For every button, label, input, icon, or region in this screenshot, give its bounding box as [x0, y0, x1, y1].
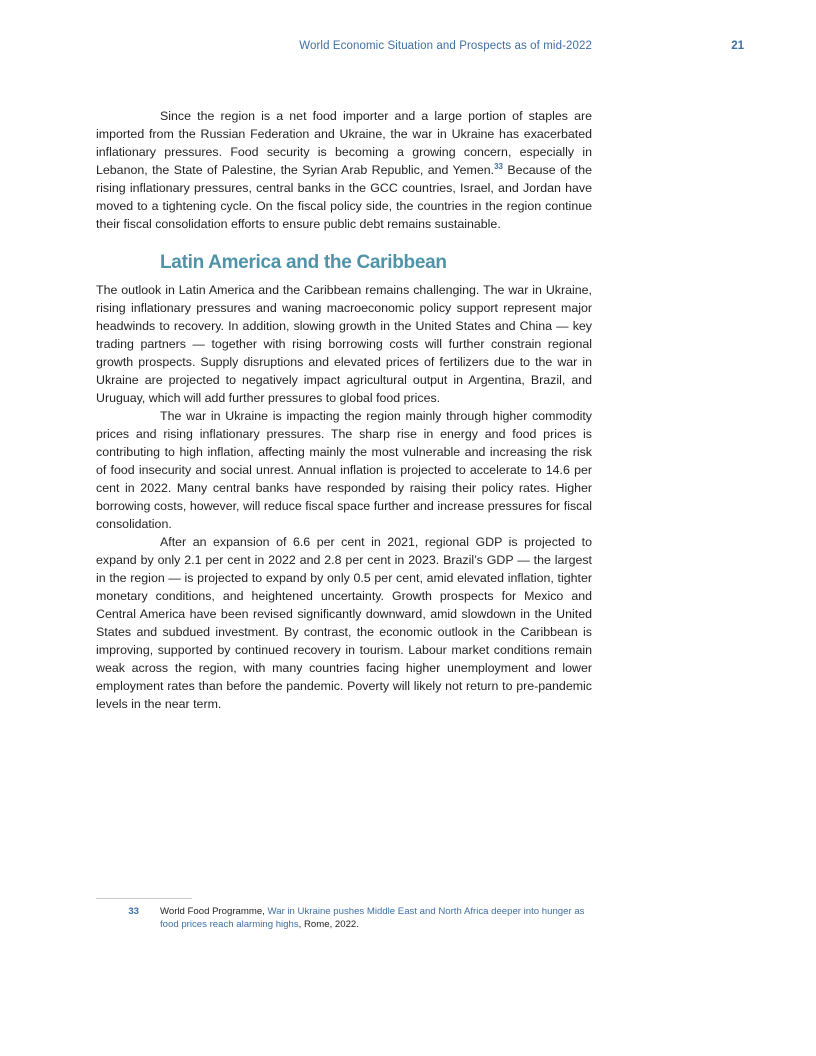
footnote-text: [160, 905, 592, 931]
latin-america-paragraph-3: After an expansion of 6.6 per cent in 2021, regional GDP is projected to expand by only 2.1 per cent in 2022 and 2.8 per cent in 2023. Brazil’s GDP — the largest in the region — is projected to expand by only 0.5 per cent, amid elevated inflation, tighter monetary conditions, and heightened uncertainty. Growth prospects for Mexico and Central America have been revised significantly downward, amid slowdown in the United States and subdued investment. By contrast, the economic outlook in the Caribbean is improving, supported by continued recovery in tourism. Labour market conditions remain weak across the region, with many countries facing higher unemployment and lower employment rates than before the pandemic. Poverty will likely not return to pre-pandemic levels in the near term.: [96, 535, 592, 711]
footnote-33: [96, 905, 592, 931]
intro-text-block: [96, 107, 592, 233]
intro-paragraph-text: Since the region is a net food importer and a large portion of staples are imported from the Russian Federation and Ukraine, the war in Ukraine has exacerbated inflationary pressures. Food security is becoming a growing concern, especially in Lebanon, the State of Palestine, the Syrian Arab Republic, and Yemen.: [96, 109, 592, 177]
footnote-reference-33[interactable]: 33: [494, 161, 504, 171]
latin-america-paragraph-1: The outlook in Latin America and the Caribbean remains challenging. The war in Ukraine, rising inflationary pressures and waning macroeconomic policy support represent major headwinds to recovery. In addition, slowing growth in the United States and China — key trading partners — together with rising borrowing costs will further constrain regional growth prospects. Supply disruptions and elevated prices of fertilizers due to the war in Ukraine are projected to negatively impact agricultural output in Argentina, Brazil, and Uruguay, which will add further pressures to global food prices.: [96, 283, 592, 405]
section-heading-latin-america: Latin America and the Caribbean: [160, 252, 447, 273]
latin-america-paragraph-2: The war in Ukraine is impacting the region mainly through higher commodity prices and rising inflationary pressures. The sharp rise in energy and food prices is contributing to high inflation, affecting mainly the most vulnerable and increasing the risk of food insecurity and social unrest. Annual inflation is projected to accelerate to 14.6 per cent in 2022. Many central banks have responded by raising their policy rates. Higher borrowing costs, however, will reduce fiscal space further and increase pressures for fiscal consolidation.: [96, 409, 592, 531]
intro-paragraph-text-continued: Because of the rising inflationary pressures, central banks in the GCC countries, Israel, and Jordan have moved to a tightening cycle. On the fiscal policy side, the countries in the region continue their fiscal consolidation efforts to ensure public debt remains sustainable.: [96, 163, 592, 231]
latin-america-text-block: [96, 281, 592, 713]
footnote-suffix: , Rome, 2022.: [298, 919, 359, 930]
footnote-number: 33: [128, 906, 139, 917]
running-header-title: World Economic Situation and Prospects as of mid-2022: [299, 40, 592, 52]
footnote-link[interactable]: War in Ukraine pushes Middle East and North Africa deeper into hunger as food prices reach alarming highs: [160, 906, 585, 930]
page-number: 21: [731, 40, 744, 52]
intro-paragraph: [96, 107, 592, 233]
footnote-source: World Food Programme,: [160, 906, 268, 917]
footnote-divider: [96, 898, 192, 899]
